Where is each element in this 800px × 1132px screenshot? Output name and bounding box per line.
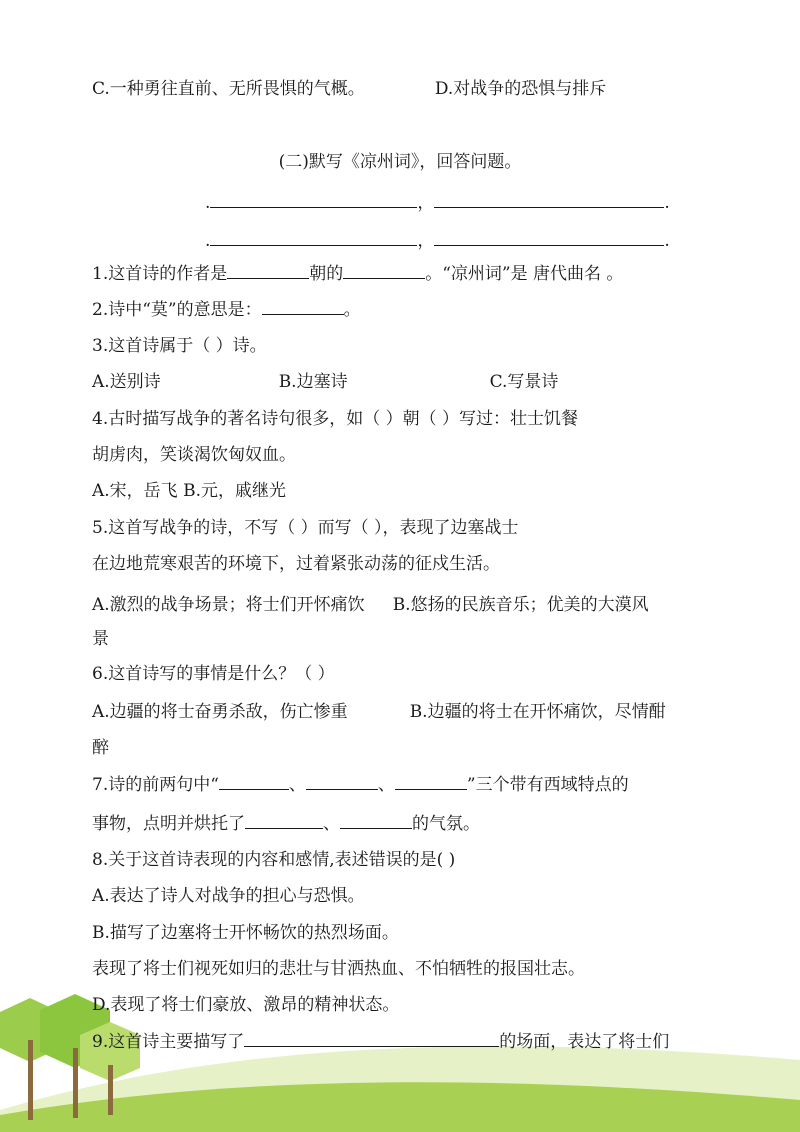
blank[interactable] <box>245 814 323 829</box>
question-3: 3.这首诗属于（ ）诗。 <box>92 336 267 356</box>
blank[interactable] <box>244 1032 499 1047</box>
poem-blank-row-2: . ， . <box>205 231 670 251</box>
blank[interactable] <box>434 193 664 208</box>
question-6-options: A.边疆的将士奋勇杀敌，伤亡惨重 B.边疆的将士在开怀痛饮，尽情酣 <box>92 702 666 722</box>
question-4-options: A.宋，岳飞 B.元，戚继光 <box>92 481 286 501</box>
question-9: 9.这首诗主要描写了 的场面，表达了将士们 <box>92 1032 670 1052</box>
question-6-options-cont: 醉 <box>92 738 109 758</box>
question-1: 1.这首诗的作者是 朝的 。“凉州词”是 唐代曲名 。 <box>92 264 624 284</box>
question-8: 8.关于这首诗表现的内容和感情,表述错误的是( ) <box>92 850 456 870</box>
question-8-option-d: D.表现了将士们豪放、激昂的精神状态。 <box>92 995 400 1015</box>
question-7-line-1: 7.诗的前两句中“ 、 、 ”三个带有西域特点的 <box>92 775 629 795</box>
question-6: 6.这首诗写的事情是什么？（ ） <box>92 664 335 684</box>
question-3-options: A.送别诗 B.边塞诗 C.写景诗 <box>92 372 559 392</box>
question-8-option-a: A.表达了诗人对战争的担心与恐惧。 <box>92 886 365 906</box>
question-5-line-2: 在边地荒寒艰苦的环境下，过着紧张动荡的征戍生活。 <box>92 554 500 574</box>
question-4-line-2: 胡虏肉，笑谈渴饮匈奴血。 <box>92 445 296 465</box>
question-5-options: A.激烈的战争场景；将士们开怀痛饮 B.悠扬的民族音乐；优美的大漠风 <box>92 595 649 615</box>
blank[interactable] <box>227 264 309 279</box>
question-4-line-1: 4.古时描写战争的著名诗句很多，如（ ）朝（ ）写过：壮士饥餐 <box>92 409 579 429</box>
blank[interactable] <box>343 264 425 279</box>
question-7-line-2: 事物，点明并烘托了 、 的气氛。 <box>92 814 480 834</box>
blank[interactable] <box>340 814 412 829</box>
blank[interactable] <box>219 775 289 790</box>
question-5-line-1: 5.这首写战争的诗，不写（ ）而写（ ），表现了边塞战士 <box>92 518 519 538</box>
blank[interactable] <box>306 775 378 790</box>
question-2: 2.诗中“莫”的意思是： 。 <box>92 300 361 320</box>
blank[interactable] <box>395 775 467 790</box>
option-c: C.一种勇往直前、无所畏惧的气概。 <box>92 79 365 99</box>
option-line-c-d <box>92 78 606 100</box>
blank[interactable] <box>210 231 417 246</box>
poem-blank-row-1: . ， . <box>205 193 670 213</box>
section-title: (二)默写《凉州词》，回答问题。 <box>278 152 522 172</box>
question-5-options-cont: 景 <box>92 629 109 649</box>
question-8-option-c: 表现了将士们视死如归的悲壮与甘洒热血、不怕牺牲的报国壮志。 <box>92 959 585 979</box>
blank[interactable] <box>434 231 664 246</box>
option-d: D.对战争的恐惧与排斥 <box>434 79 607 99</box>
blank[interactable] <box>210 193 417 208</box>
question-8-option-b: B.描写了边塞将士开怀畅饮的热烈场面。 <box>92 923 399 943</box>
blank[interactable] <box>262 300 344 315</box>
